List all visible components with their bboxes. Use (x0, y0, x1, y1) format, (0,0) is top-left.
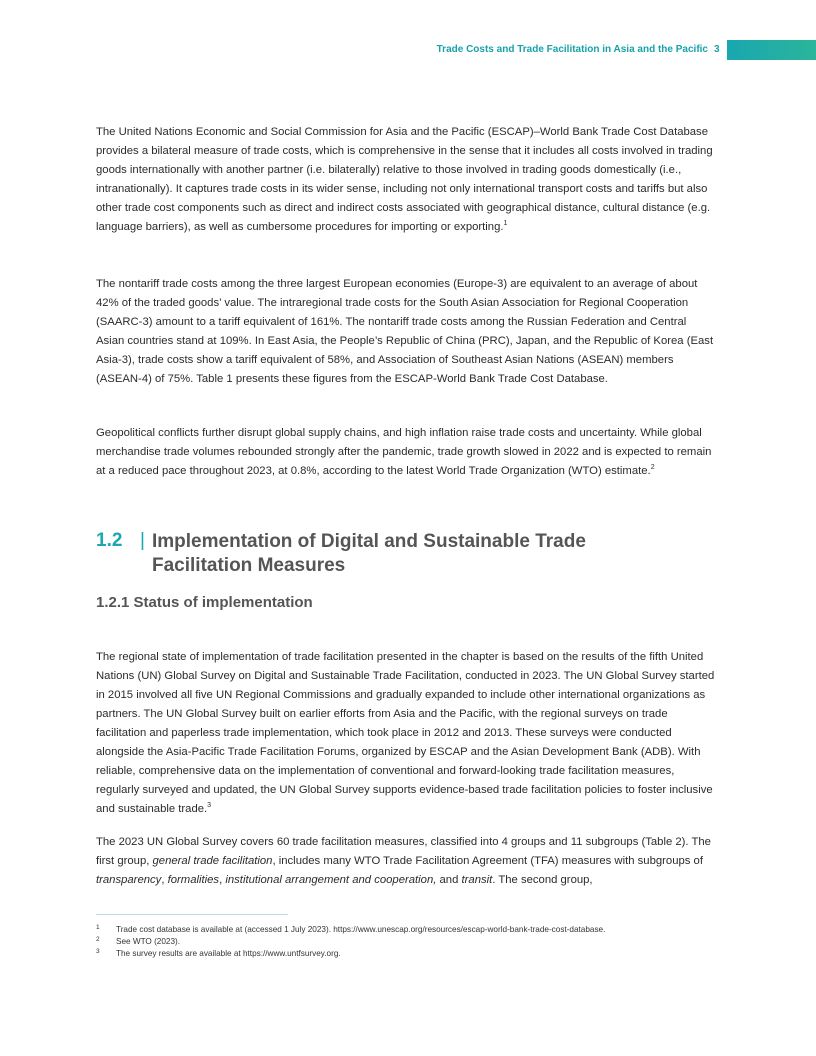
paragraph-text: The 2023 UN Global Survey covers 60 trade facilitation measures, classified into 4 groups and 11 subgroups (Table 2). The first group, (96, 836, 711, 867)
paragraph-global-survey-coverage (96, 833, 716, 890)
paragraph-regional-state (96, 648, 716, 819)
footnote-text: The survey results are available at https://www.untfsurvey.org. (116, 949, 341, 958)
footnote-3 (96, 948, 716, 960)
running-header-title: Trade Costs and Trade Facilitation in Asia and the Pacific (436, 44, 708, 55)
italic-term: general trade facilitation (152, 855, 273, 867)
paragraph-geopolitical (96, 424, 716, 481)
paragraph-trade-cost-database (96, 123, 716, 237)
footnote-text: See WTO (2023). (116, 937, 181, 946)
section-number: 1.2 (96, 530, 123, 551)
paragraph-text: and (436, 874, 462, 886)
subsection-title: 1.2.1 Status of implementation (96, 594, 313, 611)
paragraph-text: The nontariff trade costs among the three largest European economies (Europe-3) are equivalent to an average of about 42% of the traded goods’ value. The intraregional trade costs for the South Asian Association for Regional Cooperation (SAARC-3) amount to a tariff equivalent of 161%. The nontariff trade costs among the Russian Federation and Central Asian countries stand at 109%. In East Asia, the People’s Republic of China (PRC), Japan, and the Republic of Korea (East Asia-3), trade costs show a tariff equivalent of 58%, and Association of Southeast Asian Nations (ASEAN) members (ASEAN-4) of 75%. Table 1 presents these figures from the ESCAP-World Bank Trade Cost Database. (96, 278, 714, 385)
footnote-ref-1[interactable]: 1 (503, 220, 508, 228)
page-number: 3 (714, 44, 720, 55)
footnote-1 (96, 924, 716, 936)
footnote-number: 3 (96, 948, 100, 955)
paragraph-text: The regional state of implementation of trade facilitation presented in the chapter is based on the results of the fifth United Nations (UN) Global Survey on Digital and Sustainable Trade Facilitation, conducted in 2023. The UN Global Survey started in 2015 involved all five UN Regional Commissions and gradually expanded to include other international organizations as partners. The UN Global Survey built on earlier efforts from Asia and the Pacific, with the regional surveys on trade facilitation and paperless trade implementation, which took place in 2012 and 2013. These surveys were conducted alongside the Asia-Pacific Trade Facilitation Forums, organized by ESCAP and the Asian Development Bank (ADB). With reliable, comprehensive data on the implementation of conventional and forward-looking trade facilitation measures, regularly surveyed and updated, the UN Global Survey supports evidence-based trade facilitation policies to foster inclusive and sustainable trade. (96, 651, 715, 815)
italic-term: transparency (96, 874, 162, 886)
footnote-number: 1 (96, 924, 100, 931)
paragraph-text: , includes many WTO Trade Facilitation Agreement (TFA) measures with subgroups of (272, 855, 703, 867)
footnote-number: 2 (96, 936, 100, 943)
footnote-divider (96, 914, 288, 915)
footnote-ref-3[interactable]: 3 (207, 802, 212, 810)
paragraph-nontariff-costs (96, 275, 716, 389)
section-title: Implementation of Digital and Sustainable Trade Facilitation Measures (152, 531, 586, 576)
footnote-text: Trade cost database is available at (accessed 1 July 2023). https://www.unescap.org/resources/escap-world-bank-trade-cost-database. (116, 925, 606, 934)
section-separator: | (140, 530, 145, 551)
paragraph-text: The United Nations Economic and Social Commission for Asia and the Pacific (ESCAP)–World Bank Trade Cost Database provides a bilateral measure of trade costs, which is comprehensive in the sense that it includes all costs involved in trading goods internationally with another partner (i.e. bilaterally) relative to those involved in trading goods domestically (i.e., intranationally). It captures trade costs in its wider sense, including not only international transport costs and tariffs but also other trade cost components such as direct and indirect costs associated with geographical distance, cultural distance (e.g. language barriers), as well as cumbersome procedures for importing or exporting. (96, 126, 713, 233)
italic-term: transit (461, 874, 493, 886)
footnote-2 (96, 936, 716, 948)
paragraph-text: , (161, 874, 168, 886)
paragraph-text: . The second group, (492, 874, 593, 886)
italic-term: institutional arrangement and cooperation, (225, 874, 437, 886)
footnote-ref-2[interactable]: 2 (650, 464, 655, 472)
paragraph-text: Geopolitical conflicts further disrupt global supply chains, and high inflation raise trade costs and uncertainty. While global merchandise trade volumes rebounded strongly after the pandemic, trade growth slowed in 2022 and is expected to remain at a reduced pace throughout 2023, at 0.8%, according to the latest World Trade Organization (WTO) estimate. (96, 427, 712, 477)
italic-term: formalities (167, 874, 220, 886)
footnotes (96, 924, 716, 960)
header-accent-bar (727, 40, 816, 60)
paragraph-text: , (219, 874, 226, 886)
